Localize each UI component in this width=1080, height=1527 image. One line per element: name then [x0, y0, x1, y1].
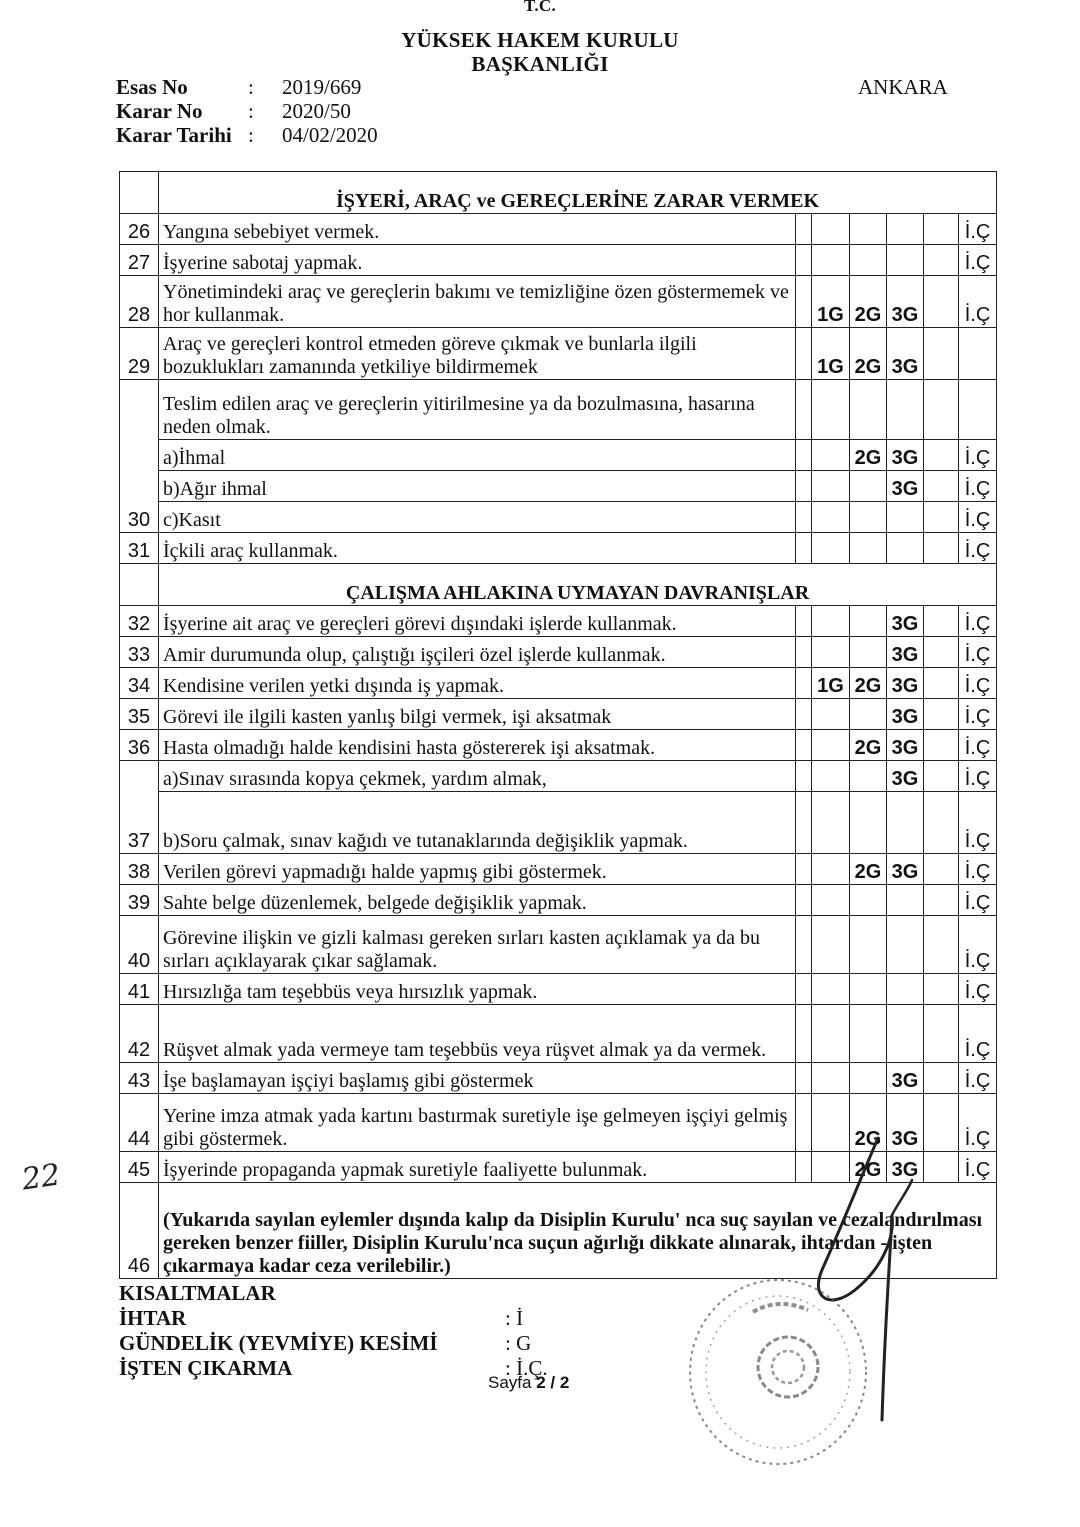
- abbr-label: İHTAR: [119, 1306, 187, 1330]
- row-text: Rüşvet almak yada vermeye tam teşebbüs veya rüşvet almak ya da vermek.: [159, 1005, 796, 1063]
- penalty-2g: 2G: [850, 1152, 887, 1183]
- handwritten-margin-mark: 22: [19, 1157, 63, 1198]
- row-text: İçkili araç kullanmak.: [159, 533, 796, 564]
- abbreviations-title: KISALTMALAR: [119, 1281, 276, 1305]
- row-text: Görevine ilişkin ve gizli kalması gereken sırları kasten açıklamak ya da bu sırları açıklayarak çıkar sağlamak.: [159, 916, 796, 974]
- penalty-1g: 1G: [812, 328, 850, 380]
- abbr-value: : İ: [505, 1306, 524, 1330]
- meta-karar-tarihi: Karar Tarihi : 04/02/2020: [116, 123, 378, 147]
- penalty-3g: 3G: [887, 1094, 924, 1152]
- table-subrow: [120, 440, 997, 471]
- row-text: Sahte belge düzenlemek, belgede değişiklik yapmak.: [159, 885, 796, 916]
- penalty-ic: İ.Ç: [959, 792, 997, 854]
- city-label: ANKARA: [858, 75, 948, 99]
- penalty-2g: 2G: [850, 440, 887, 471]
- penalty-ic: İ.Ç: [959, 668, 997, 699]
- table-row: [120, 606, 997, 637]
- penalty-ic: İ.Ç: [959, 730, 997, 761]
- table-row: [120, 1005, 997, 1063]
- row-text: İşe başlamayan işçiyi başlamış gibi göstermek: [159, 1063, 796, 1094]
- penalty-ic: İ.Ç: [959, 1094, 997, 1152]
- penalty-3g: 3G: [887, 1063, 924, 1094]
- table-row: [120, 533, 997, 564]
- penalty-3g: 3G: [887, 699, 924, 730]
- penalty-2g: 2G: [850, 276, 887, 328]
- penalty-table: [119, 171, 997, 1279]
- row-number: 41: [120, 974, 159, 1005]
- row-number: 43: [120, 1063, 159, 1094]
- row-number: 40: [120, 916, 159, 974]
- section-title: ÇALIŞMA AHLAKINA UYMAYAN DAVRANIŞLAR: [159, 564, 997, 606]
- table-row: [120, 916, 997, 974]
- row-number: 32: [120, 606, 159, 637]
- abbr-value: : İ.Ç.: [505, 1356, 548, 1380]
- penalty-2g: 2G: [850, 730, 887, 761]
- row-text: İşyerine ait araç ve gereçleri görevi dışındaki işlerde kullanmak.: [159, 606, 796, 637]
- table-row: [120, 328, 997, 380]
- row-text-note: (Yukarıda sayılan eylemler dışında kalıp da Disiplin Kurulu' nca suç sayılan ve cezalandırılması gereken benzer fiiller, Disiplin Kurulu'nca suçun ağırlığı dikkate alınarak, ihtardan - işten çıkarmaya kadar ceza verilebilir.): [159, 1183, 997, 1279]
- penalty-ic: İ.Ç: [959, 606, 997, 637]
- institution-name: YÜKSEK HAKEM KURULU: [401, 28, 679, 52]
- abbreviations-block: [119, 1281, 438, 1381]
- table-row: [120, 245, 997, 276]
- penalty-ic: İ.Ç: [959, 1005, 997, 1063]
- penalty-3g: 3G: [887, 440, 924, 471]
- row-number: 30: [120, 380, 159, 533]
- stamp-seal-icon: [683, 1272, 873, 1472]
- row-number: 26: [120, 214, 159, 245]
- table-row: [120, 637, 997, 668]
- row-number: 28: [120, 276, 159, 328]
- row-text: c)Kasıt: [159, 502, 796, 533]
- row-number: 37: [120, 761, 159, 854]
- penalty-3g: 3G: [887, 854, 924, 885]
- office-name: BAŞKANLIĞI: [471, 52, 609, 76]
- section-title: İŞYERİ, ARAÇ ve GEREÇLERİNE ZARAR VERMEK: [159, 172, 997, 214]
- row-text: Hırsızlığa tam teşebbüs veya hırsızlık yapmak.: [159, 974, 796, 1005]
- penalty-ic: İ.Ç: [959, 533, 997, 564]
- penalty-3g: 3G: [887, 730, 924, 761]
- section-row: [120, 172, 997, 214]
- row-number: 38: [120, 854, 159, 885]
- penalty-2g: 2G: [850, 1094, 887, 1152]
- table-row: [120, 668, 997, 699]
- abbr-value: : G: [505, 1331, 532, 1355]
- row-text: Amir durumunda olup, çalıştığı işçileri özel işlerde kullanmak.: [159, 637, 796, 668]
- penalty-3g: 3G: [887, 1152, 924, 1183]
- penalty-3g: 3G: [887, 471, 924, 502]
- penalty-ic: İ.Ç: [959, 276, 997, 328]
- row-text: Kendisine verilen yetki dışında iş yapmak.: [159, 668, 796, 699]
- penalty-ic: İ.Ç: [959, 699, 997, 730]
- penalty-1g: 1G: [812, 276, 850, 328]
- table-row: [120, 699, 997, 730]
- row-text: Verilen görevi yapmadığı halde yapmış gibi göstermek.: [159, 854, 796, 885]
- row-text: Görevi ile ilgili kasten yanlış bilgi vermek, işi aksatmak: [159, 699, 796, 730]
- penalty-3g: 3G: [887, 328, 924, 380]
- penalty-ic: İ.Ç: [959, 854, 997, 885]
- table-row: [120, 1063, 997, 1094]
- penalty-ic: İ.Ç: [959, 245, 997, 276]
- row-number: 31: [120, 533, 159, 564]
- row-text: Teslim edilen araç ve gereçlerin yitirilmesine ya da bozulmasına, hasarına neden olmak.: [159, 380, 796, 440]
- table-row: [120, 730, 997, 761]
- penalty-ic: İ.Ç: [959, 885, 997, 916]
- row-number: 27: [120, 245, 159, 276]
- penalty-3g: 3G: [887, 276, 924, 328]
- penalty-ic: İ.Ç: [959, 1152, 997, 1183]
- row-text: Yönetimindeki araç ve gereçlerin bakımı ve temizliğine özen göstermemek ve hor kullanmak.: [159, 276, 796, 328]
- row-text: Hasta olmadığı halde kendisini hasta göstererek işi aksatmak.: [159, 730, 796, 761]
- penalty-ic: İ.Ç: [959, 440, 997, 471]
- meta-esas: Esas No : 2019/669: [116, 75, 362, 99]
- header-tc: T.C.: [523, 0, 557, 15]
- row-number: 29: [120, 328, 159, 380]
- row-text: b)Ağır ihmal: [159, 471, 796, 502]
- row-number: 46: [120, 1183, 159, 1279]
- table-row: [120, 380, 997, 440]
- row-text: a)Sınav sırasında kopya çekmek, yardım almak,: [159, 761, 796, 792]
- table-row: [120, 214, 997, 245]
- row-number: 35: [120, 699, 159, 730]
- page-number: Sayfa 2 / 2: [488, 1373, 570, 1392]
- row-text: İşyerine sabotaj yapmak.: [159, 245, 796, 276]
- penalty-2g: 2G: [850, 854, 887, 885]
- row-number: 36: [120, 730, 159, 761]
- penalty-3g: 3G: [887, 761, 924, 792]
- abbr-label: İŞTEN ÇIKARMA: [119, 1356, 293, 1380]
- row-text: Yerine imza atmak yada kartını bastırmak suretiyle işe gelmeyen işçiyi gelmiş gibi göstermek.: [159, 1094, 796, 1152]
- penalty-ic: İ.Ç: [959, 916, 997, 974]
- section-row: [120, 564, 997, 606]
- penalty-ic: İ.Ç: [959, 471, 997, 502]
- table-row: [120, 761, 997, 792]
- table-subrow: [120, 502, 997, 533]
- abbr-label: GÜNDELİK (YEVMİYE) KESİMİ: [119, 1331, 438, 1355]
- row-text: İşyerinde propaganda yapmak suretiyle faaliyette bulunmak.: [159, 1152, 796, 1183]
- row-number: 34: [120, 668, 159, 699]
- row-number: 42: [120, 1005, 159, 1063]
- penalty-3g: 3G: [887, 606, 924, 637]
- penalty-ic: İ.Ç: [959, 761, 997, 792]
- penalty-2g: 2G: [850, 328, 887, 380]
- penalty-ic: İ.Ç: [959, 974, 997, 1005]
- penalty-3g: 3G: [887, 637, 924, 668]
- row-number: 45: [120, 1152, 159, 1183]
- penalty-3g: 3G: [887, 668, 924, 699]
- penalty-1g: 1G: [812, 668, 850, 699]
- penalty-ic: İ.Ç: [959, 214, 997, 245]
- penalty-ic: İ.Ç: [959, 502, 997, 533]
- row-text: Araç ve gereçleri kontrol etmeden göreve çıkmak ve bunlarla ilgili bozuklukları zamanında yetkiliye bildirmemek: [159, 328, 796, 380]
- table-row: [120, 854, 997, 885]
- meta-karar: Karar No : 2020/50: [116, 99, 351, 123]
- row-text: b)Soru çalmak, sınav kağıdı ve tutanaklarında değişiklik yapmak.: [159, 792, 796, 854]
- table-subrow: [120, 792, 997, 854]
- table-row: [120, 974, 997, 1005]
- table-subrow: [120, 471, 997, 502]
- penalty-2g: 2G: [850, 668, 887, 699]
- row-text: a)İhmal: [159, 440, 796, 471]
- row-number: 33: [120, 637, 159, 668]
- penalty-ic: İ.Ç: [959, 637, 997, 668]
- table-row: [120, 276, 997, 328]
- penalty-ic: İ.Ç: [959, 1063, 997, 1094]
- row-number: 39: [120, 885, 159, 916]
- row-text: Yangına sebebiyet vermek.: [159, 214, 796, 245]
- table-row: [120, 885, 997, 916]
- row-number: 44: [120, 1094, 159, 1152]
